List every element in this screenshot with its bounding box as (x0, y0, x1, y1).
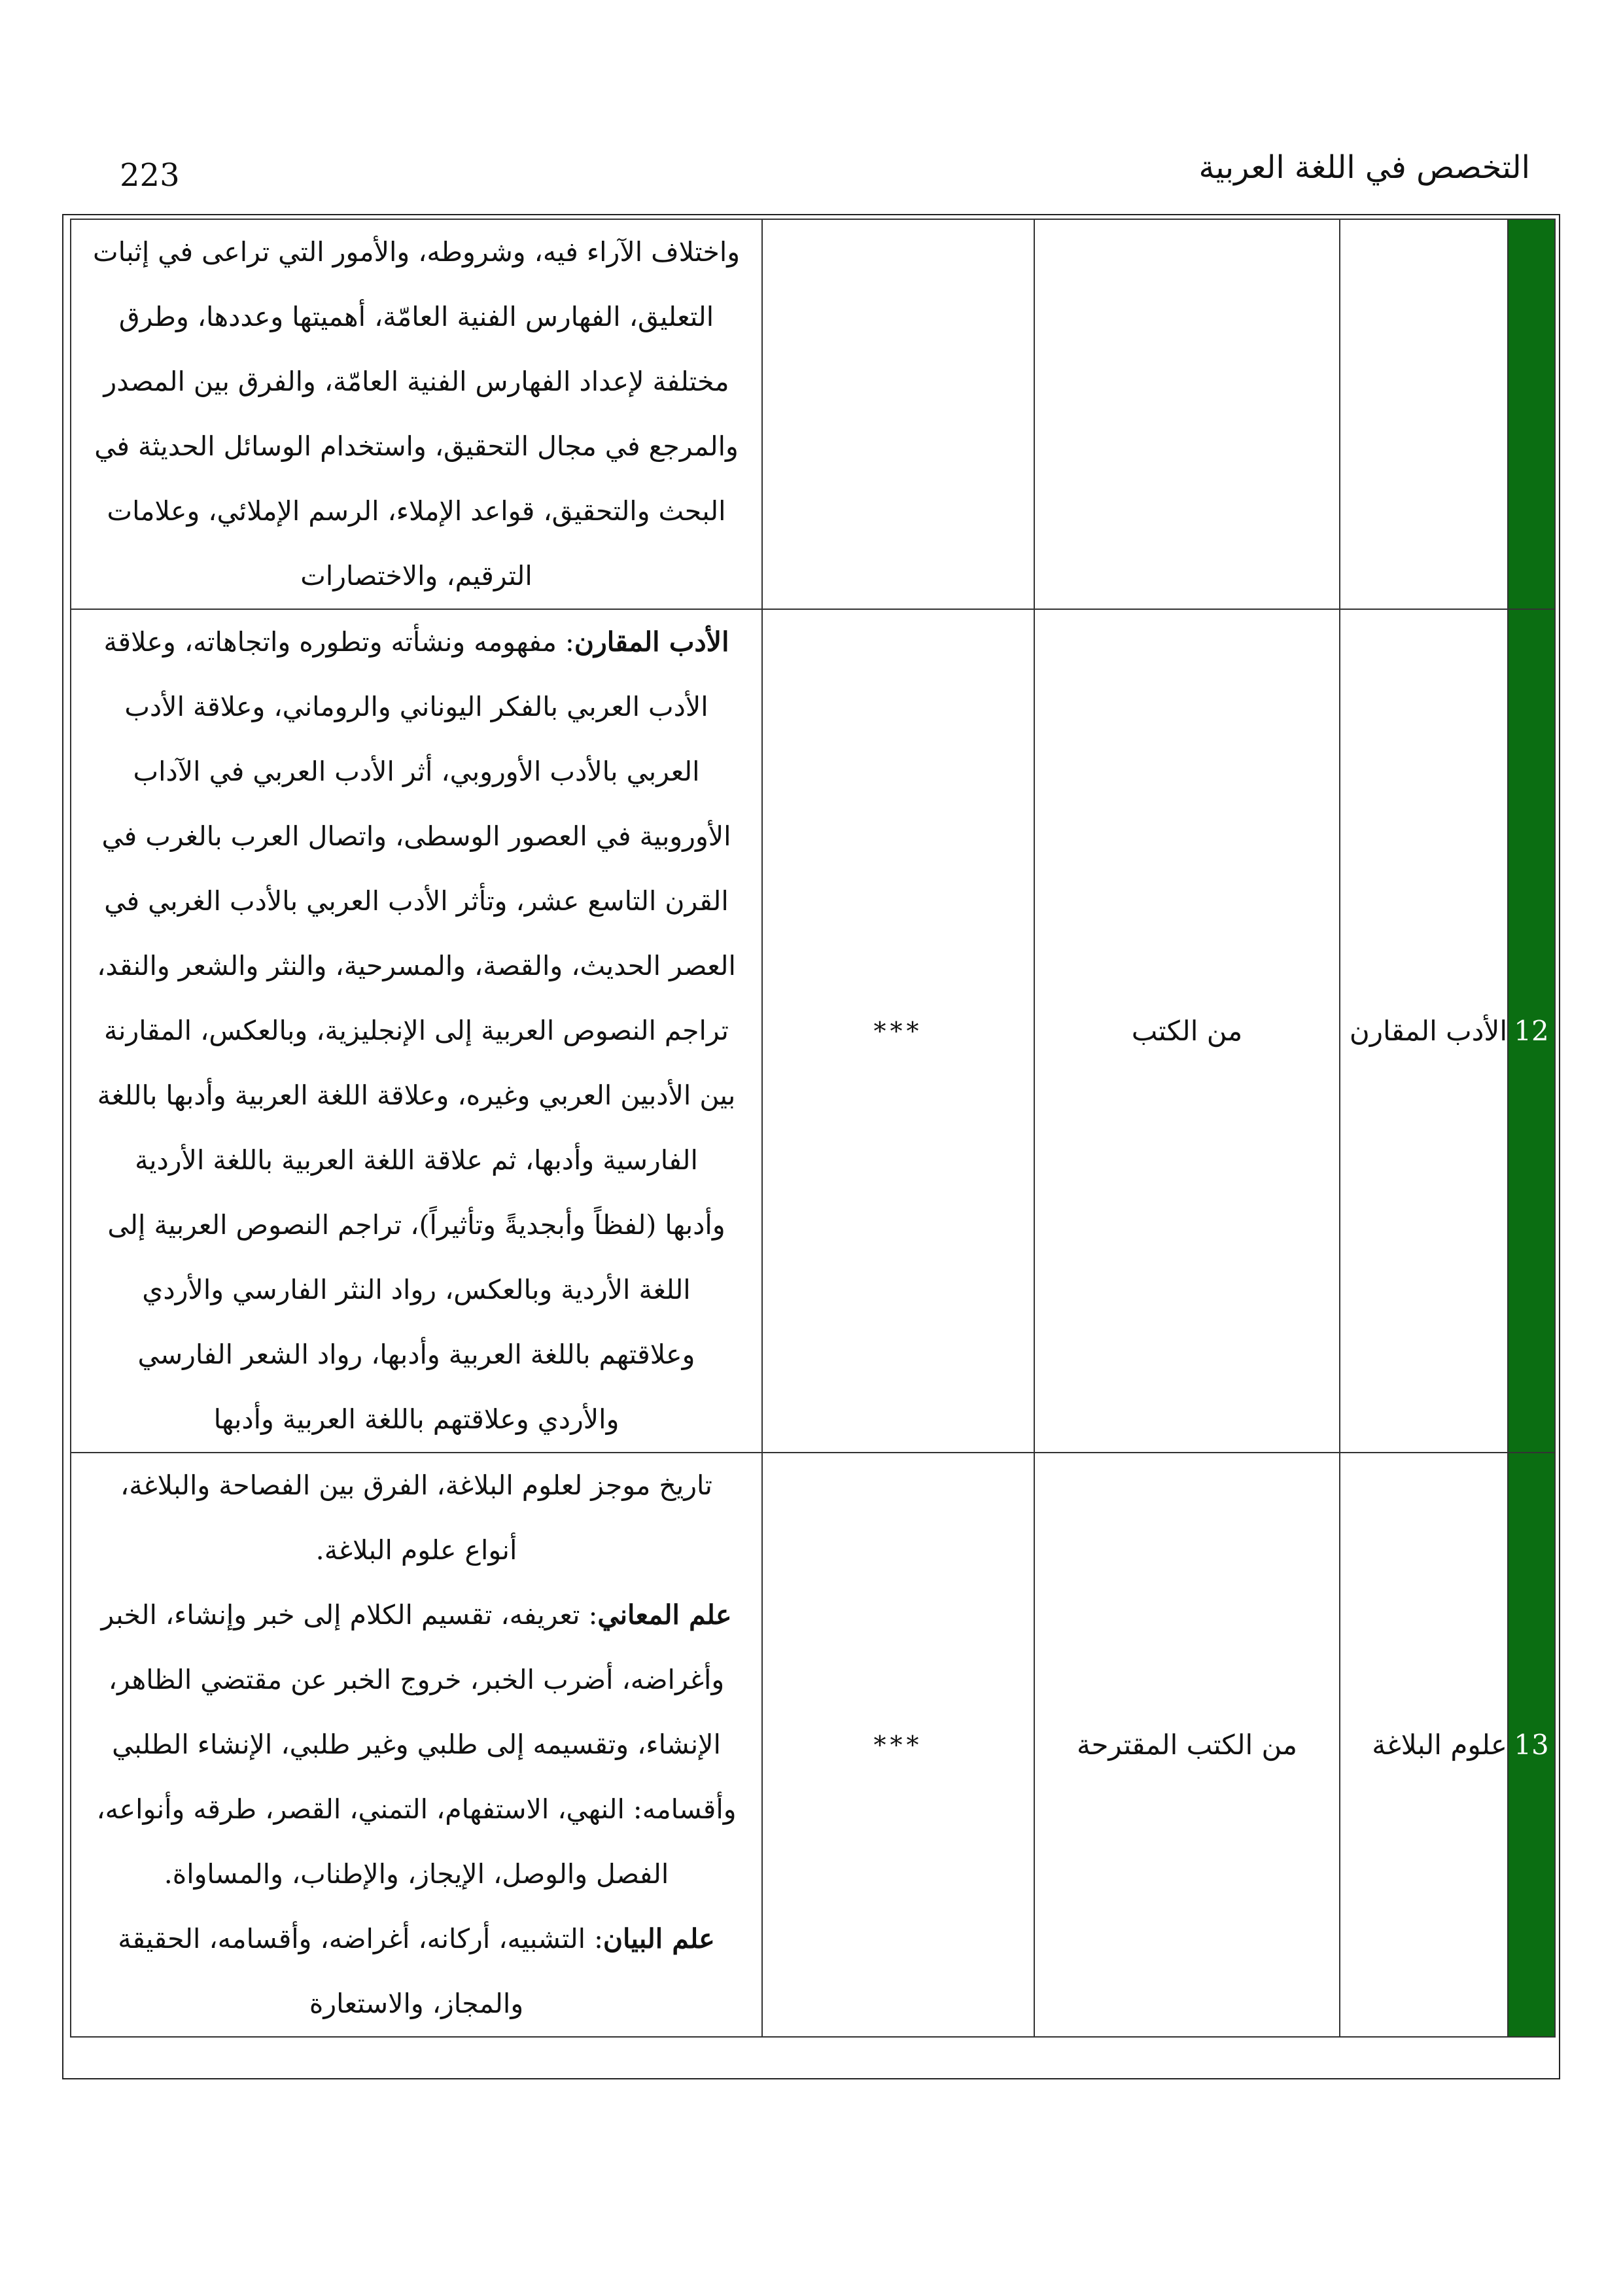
content-text: الأوروبية في العصور الوسطى، واتصال العرب بالغرب في (101, 821, 731, 852)
content-text: والمرجع في مجال التحقيق، واستخدام الوسائل الحديثة في (94, 431, 739, 462)
content-line (71, 544, 761, 609)
content-text: العصر الحديث، والقصة، والمسرحية، والنثر والشعر والنقد، (97, 950, 736, 981)
content-text: : التشبيه، أركانه، أغراضه، وأقسامه، الحقيقة (118, 1923, 603, 1954)
content-line (71, 220, 761, 285)
content-line (71, 1583, 761, 1648)
content-text: الفصل والوصل، الإيجاز، والإطناب، والمساواة. (164, 1858, 669, 1890)
reference-books-cell: من الكتب المقترحة (1034, 1453, 1340, 2037)
content-line (71, 998, 761, 1063)
content-text: : تعريفه، تقسيم الكلام إلى خبر وإنشاء، الخبر (101, 1599, 598, 1631)
reference-books-cell (1034, 219, 1340, 609)
content-line (71, 479, 761, 544)
content-text: البحث والتحقيق، قواعد الإملاء، الرسم الإملائي، وعلامات (107, 495, 726, 527)
content-line (71, 675, 761, 739)
subject-number-cell: 13 (1508, 1453, 1555, 2037)
subject-name-cell (1340, 219, 1508, 609)
content-text: واختلاف الآراء فيه، وشروطه، والأمور التي تراعى في إثبات (92, 236, 741, 268)
content-text: الترقيم، والاختصارات (300, 560, 532, 592)
content-text: الفارسية وأدبها، ثم علاقة اللغة العربية باللغة الأردية (135, 1144, 698, 1176)
content-text: تراجم النصوص العربية إلى الإنجليزية، وبالعكس، المقارنة (104, 1015, 729, 1046)
content-line (71, 1518, 761, 1583)
content-text: أنواع علوم البلاغة. (315, 1534, 517, 1566)
syllabus-table (70, 219, 1556, 2038)
content-text: مختلفة لإعداد الفهارس الفنية العامّة، والفرق بين المصدر (103, 366, 729, 397)
content-text: : مفهومه ونشأته وتطوره واتجاهاته، وعلاقة (103, 626, 574, 658)
reference-books-cell: من الكتب (1034, 609, 1340, 1453)
content-text: والأردي وعلاقتهم باللغة العربية وأدبها (213, 1404, 620, 1435)
table-row (71, 1453, 1555, 2037)
content-text: وأقسامه: النهي، الاستفهام، التمني، القصر، طرقه وأنواعه، (96, 1793, 737, 1825)
table-row (71, 219, 1555, 609)
content-text: وأدبها (لفظاً وأبجديةً وتأثيراً)، تراجم النصوص العربية إلى (107, 1209, 725, 1241)
syllabus-table-body (71, 219, 1555, 2037)
page-number: 223 (120, 157, 180, 194)
content-line (71, 285, 761, 349)
content-line (71, 1258, 761, 1322)
section-heading: الأدب المقارن (574, 626, 729, 658)
content-line (71, 414, 761, 479)
content-line (71, 1387, 761, 1452)
content-line (71, 869, 761, 934)
placeholder-stars-cell: *** (762, 1453, 1034, 2037)
content-text: بين الأدبين العربي وغيره، وعلاقة اللغة العربية وأدبها باللغة (97, 1080, 736, 1111)
content-line (71, 1453, 761, 1518)
subject-number-cell (1508, 219, 1555, 609)
course-content-cell (71, 1453, 762, 2037)
content-text: تاريخ موجز لعلوم البلاغة، الفرق بين الفصاحة والبلاغة، (120, 1470, 712, 1501)
content-text: الأدب العربي بالفكر اليوناني والروماني، وعلاقة الأدب (124, 691, 708, 722)
content-line (71, 1193, 761, 1258)
subject-name-cell: علوم البلاغة (1340, 1453, 1508, 2037)
running-header-title: التخصص في اللغة العربية (1198, 149, 1530, 186)
content-line (71, 934, 761, 998)
placeholder-stars-cell: *** (762, 609, 1034, 1453)
content-line (71, 804, 761, 869)
content-text: اللغة الأردية وبالعكس، رواد النثر الفارسي والأردي (142, 1274, 691, 1305)
content-line (71, 1128, 761, 1193)
content-text: العربي بالأدب الأوروبي، أثر الأدب العربي في الآداب (133, 756, 700, 787)
content-line (71, 349, 761, 414)
content-line (71, 1063, 761, 1128)
section-heading: علم البيان (602, 1923, 715, 1954)
content-line (71, 1907, 761, 1971)
content-text: والمجاز، والاستعارة (309, 1988, 524, 2019)
content-text: وأغراضه، أضرب الخبر، خروج الخبر عن مقتضي الظاهر، (108, 1664, 725, 1695)
content-line (71, 1971, 761, 2036)
content-line (71, 1842, 761, 1907)
content-line (71, 1322, 761, 1387)
content-line (71, 739, 761, 804)
content-text: وعلاقتهم باللغة العربية وأدبها، رواد الشعر الفارسي (137, 1339, 695, 1370)
content-line (71, 1648, 761, 1712)
course-content-cell (71, 219, 762, 609)
subject-number-cell: 12 (1508, 609, 1555, 1453)
content-text: القرن التاسع عشر، وتأثر الأدب العربي بالأدب الغربي في (104, 885, 729, 917)
section-heading: علم المعاني (597, 1599, 732, 1631)
course-content-cell (71, 609, 762, 1453)
subject-name-cell: الأدب المقارن (1340, 609, 1508, 1453)
content-text: التعليق، الفهارس الفنية العامّة، أهميتها وعددها، وطرق (118, 301, 714, 332)
content-line (71, 1712, 761, 1777)
table-row (71, 609, 1555, 1453)
placeholder-stars-cell (762, 219, 1034, 609)
content-line (71, 610, 761, 675)
content-line (71, 1777, 761, 1842)
content-text: الإنشاء، وتقسيمه إلى طلبي وغير طلبي، الإنشاء الطلبي (112, 1729, 721, 1760)
